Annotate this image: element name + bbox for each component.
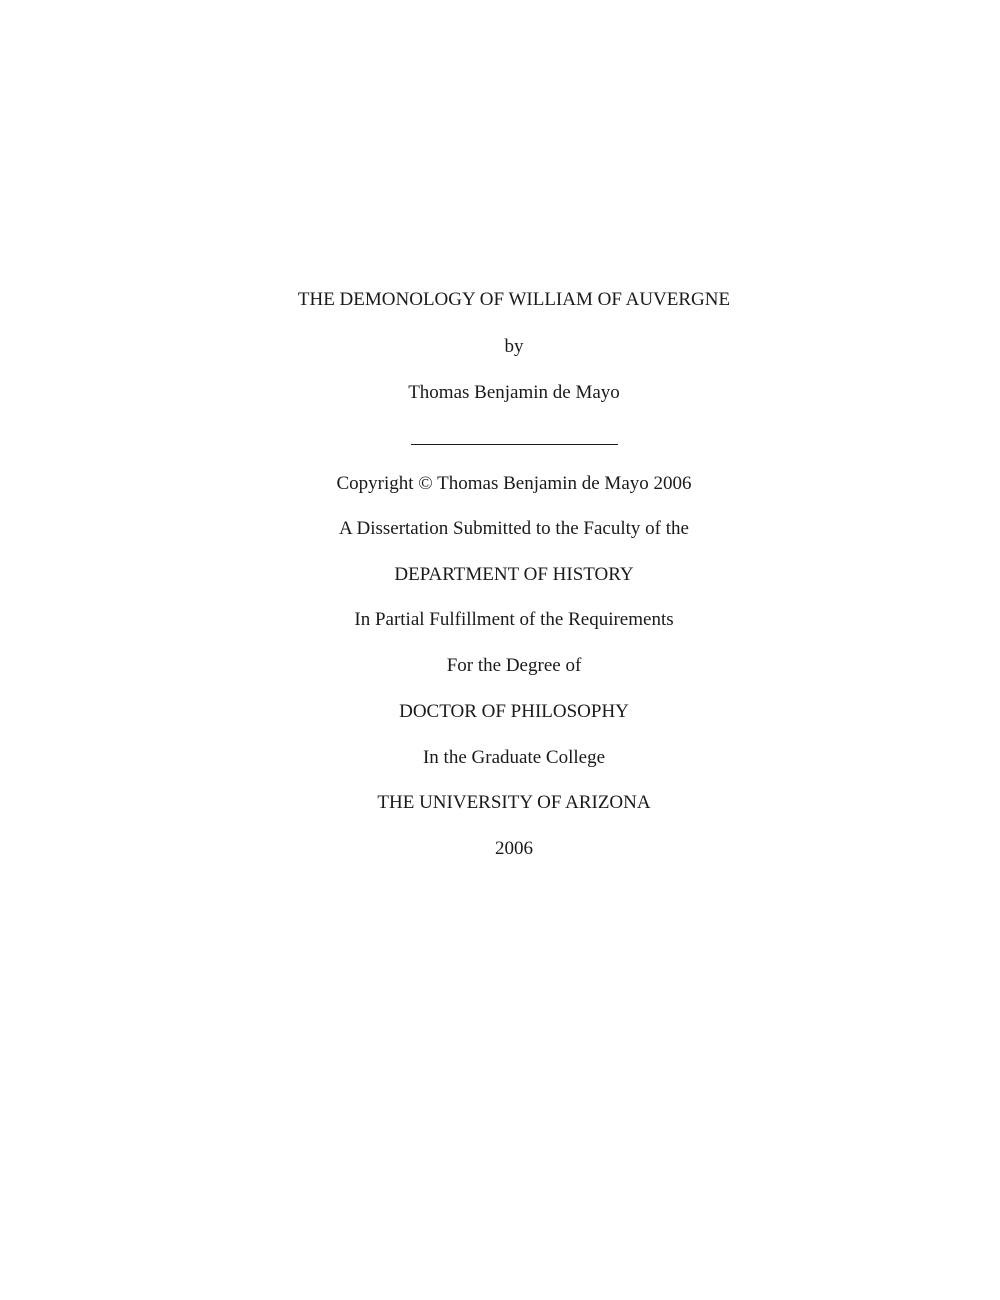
copyright-notice: Copyright © Thomas Benjamin de Mayo 2006 [336, 473, 692, 494]
submission-year: 2006 [495, 838, 533, 859]
department-name: DEPARTMENT OF HISTORY [394, 564, 634, 585]
university-name: THE UNIVERSITY OF ARIZONA [377, 792, 651, 813]
degree-intro: For the Degree of [446, 655, 582, 676]
by-line: by [504, 336, 524, 357]
signature-rule [411, 444, 618, 445]
author-name: Thomas Benjamin de Mayo [408, 382, 620, 403]
dissertation-title: THE DEMONOLOGY OF WILLIAM OF AUVERGNE [297, 289, 731, 310]
submission-statement: A Dissertation Submitted to the Faculty of the [339, 518, 689, 539]
degree-name: DOCTOR OF PHILOSOPHY [399, 701, 629, 722]
fulfillment-statement: In Partial Fulfillment of the Requirements [354, 609, 674, 630]
college-name: In the Graduate College [422, 747, 605, 768]
